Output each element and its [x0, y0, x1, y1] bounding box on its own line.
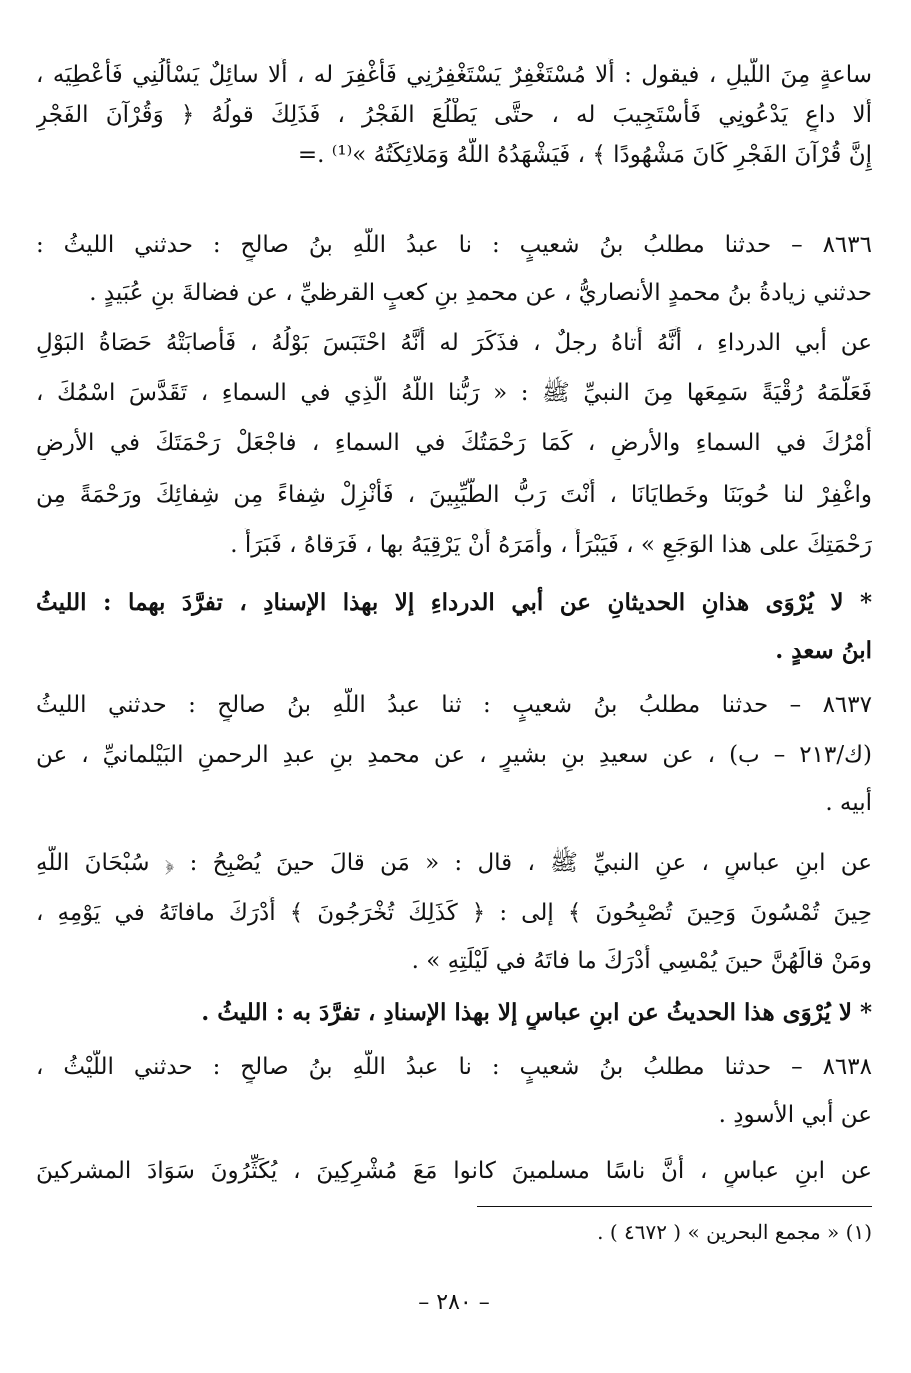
text-line: (ك/٢١٣ – ب) ، عن سعيدِ بنِ بشيرٍ ، عن محمدِ بنِ عبدِ الرحمنِ البَيْلمانيِّ ، عن — [36, 742, 872, 768]
text-line: حدثني زيادةُ بنُ محمدٍ الأنصاريُّ ، عن محمدِ بنِ كعبٍ القرظيِّ ، عن فضالةَ بنِ عُبَيدٍ . — [89, 280, 872, 306]
text-line: عن أبي الدرداءِ ، أَنَّهُ أَتاهُ رجلٌ ، فذَكَرَ له أَنَّهُ احْتَبَسَ بَوْلُهُ ، فَأَصابَتْهُ حَصَاةُ البَوْلِ — [36, 330, 872, 356]
text-line: ومَنْ قالَهُنَّ حينَ يُمْسِي أَدْرَكَ ما فاتَهُ في لَيْلَتِهِ » . — [411, 948, 872, 974]
commentary-note: * لا يُرْوَى هذانِ الحديثانِ عن أبي الدرداءِ إلا بهذا الإسنادِ ، تفرَّدَ بهما : الليثُ — [36, 589, 872, 616]
footnote: (١) « مجمع البحرين » ( ٤٦٧٢ ) . — [597, 1220, 872, 1244]
text-line: عن أبي الأسودِ . — [718, 1102, 872, 1128]
text-line: رَحْمَتِكَ على هذا الوَجَعِ » ، فَيَبْرَأُ ، وأَمَرَهُ أَنْ يَرْقِيَهُ بها ، فَرَقاهُ ، فَبَرَأَ . — [230, 532, 872, 558]
hadith-8636-header: ٨٦٣٦ – حدثنا مطلبُ بنُ شعيبٍ : نا عبدُ اللَّهِ بنُ صالحٍ : حدثني الليثُ : — [36, 232, 872, 258]
text-line: أَمْرُكَ في السماءِ والأرضِ ، كَمَا رَحْمَتُكَ في السماءِ ، فاجْعَلْ رَحْمَتَكَ في الأرضِ — [36, 430, 872, 456]
hadith-8638-header: ٨٦٣٨ – حدثنا مطلبُ بنُ شعيبٍ : نا عبدُ اللَّهِ بنُ صالحٍ : حدثني اللَّيْثُ ، — [36, 1054, 872, 1080]
text-line: أبيه . — [825, 790, 872, 816]
commentary-note: ابنُ سعدٍ . — [775, 637, 872, 664]
book-page — [36, 58, 872, 1358]
text-line: فَعَلَّمَهُ رُقْيَةً سَمِعَها مِنَ النبيِّ ﷺ : « رَبُّنا اللَّهُ الَّذِي في السماءِ ، تَقَدَّسَ اسْمُكَ ، — [36, 380, 872, 406]
text-line: عن ابنِ عباسٍ ، عنِ النبيِّ ﷺ ، قال : « مَن قالَ حينَ يُصْبِحُ : ﴿ سُبْحَانَ اللَّهِ — [36, 850, 872, 876]
text-line: واغْفِرْ لنا حُوبَنَا وخَطايَانَا ، أَنْتَ رَبُّ الطَّيِّبِينَ ، فَأَنْزِلْ شِفاءً مِن شِفائِكَ ورَحْمَةً مِن — [36, 482, 872, 508]
text-line: أَلا داعٍ يَدْعُونِي فَأَسْتَجِيبَ له ، حتَّى يَطْلُعَ الفَجْرُ ، فَذَلِكَ قولُهُ ﴿ وَقُرْآنَ الفَجْرِ — [36, 102, 872, 128]
commentary-note: * لا يُرْوَى هذا الحديثُ عن ابنِ عباسٍ إلا بهذا الإسنادِ ، تفرَّدَ به : الليثُ . — [201, 999, 872, 1026]
page-number: – ٢٨٠ – — [418, 1290, 490, 1315]
footnote-divider — [477, 1206, 872, 1207]
text-line: حِينَ تُمْسُونَ وَحِينَ تُصْبِحُونَ ﴾ إلى : ﴿ كَذَلِكَ تُخْرَجُونَ ﴾ أَدْرَكَ مافاتَهُ في يَوْمِهِ ، — [36, 900, 872, 926]
text-line: عن ابنِ عباسٍ ، أَنَّ ناسًا مسلمينَ كانوا مَعَ مُشْرِكِينَ ، يُكَثِّرُونَ سَوَادَ المشركينَ — [36, 1158, 872, 1184]
hadith-8637-header: ٨٦٣٧ – حدثنا مطلبُ بنُ شعيبٍ : ثنا عبدُ اللَّهِ بنُ صالحٍ : حدثني الليثُ — [36, 692, 872, 718]
text-line: ساعةٍ مِنَ اللَّيلِ ، فيقول : أَلا مُسْتَغْفِرٌ يَسْتَغْفِرُنِي فَأَغْفِرَ له ، أَلا سائِلٌ يَسْأَلُنِي فَأُعْطِيَه ، — [36, 62, 872, 88]
text-line: إِنَّ قُرْآنَ الفَجْرِ كَانَ مَشْهُودًا ﴾ ، فَيَشْهَدُهُ اللَّهُ وَمَلائِكَتُهُ »⁽¹⁾ .= — [297, 142, 872, 168]
